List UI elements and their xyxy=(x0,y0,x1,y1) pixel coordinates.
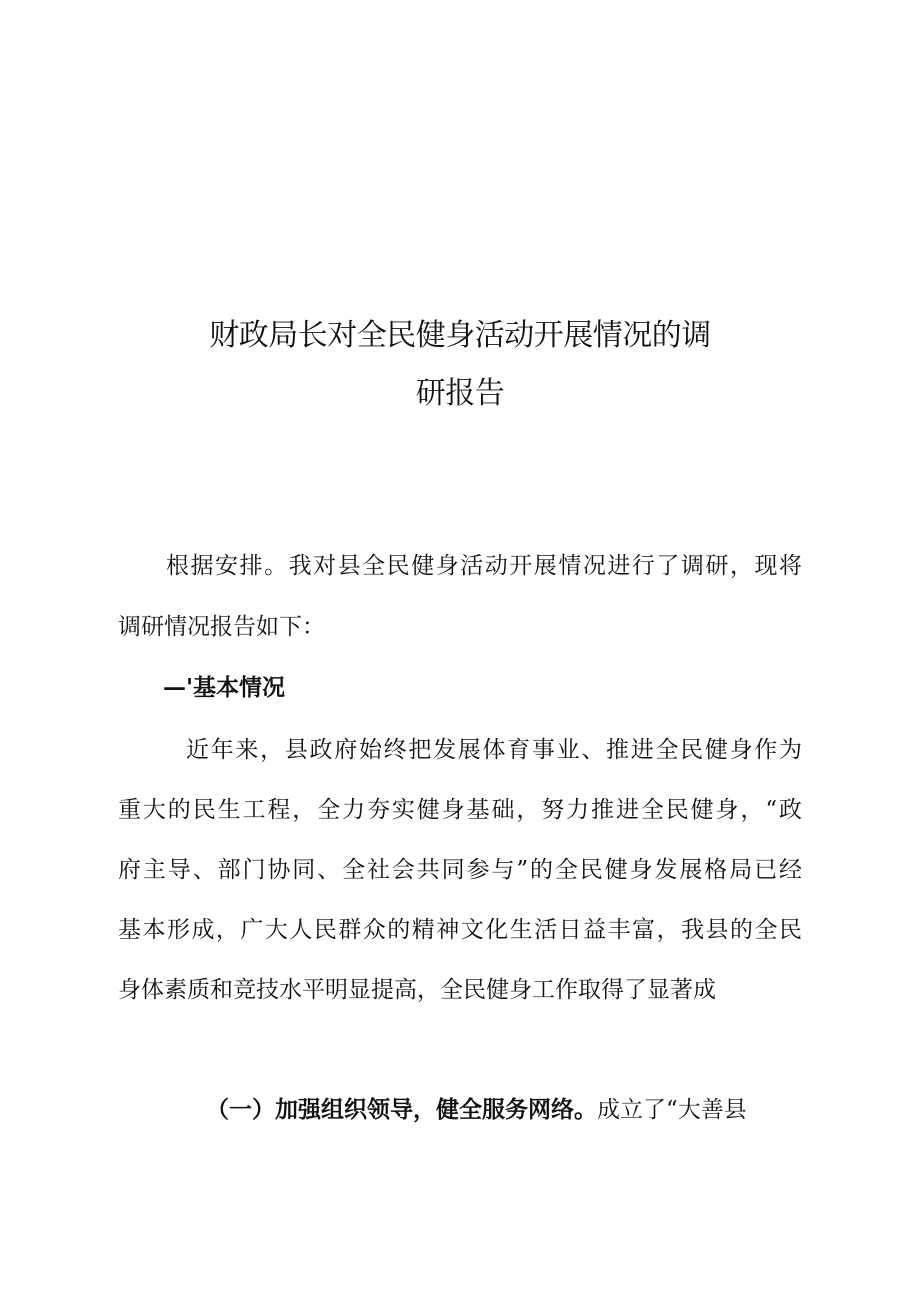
subsection-text: 成立了“大善县 xyxy=(597,1097,747,1123)
body-paragraph-line-4: 基本形成，广大人民群众的精神文化生活日益丰富，我县的全民 xyxy=(118,917,802,943)
body-paragraph-line-5: 身体素质和竞技水平明显提高，全民健身工作取得了显著成 xyxy=(118,977,716,1003)
subsection-heading: （一）加强组织领导，健全服务网络。 xyxy=(206,1096,597,1123)
body-paragraph-line-1: 近年来，县政府始终把发展体育事业、推进全民健身作为 xyxy=(186,737,802,763)
body-paragraph-line-3: 府主导、部门协同、全社会共同参与”的全民健身发展格局已经 xyxy=(118,857,802,883)
intro-paragraph-line-2: 调研情况报告如下： xyxy=(118,614,325,640)
document-title-line-2: 研报告 xyxy=(415,376,505,411)
subsection-paragraph-line-1 xyxy=(206,1091,747,1124)
document-title-line-1: 财政局长对全民健身活动开展情况的调 xyxy=(209,318,711,353)
section-heading-basic-situation: —'基本情况 xyxy=(163,674,286,701)
intro-paragraph-line-1: 根据安排。我对县全民健身活动开展情况进行了调研，现将 xyxy=(166,553,802,579)
body-paragraph-line-2: 重大的民生工程，全力夯实健身基础，努力推进全民健身，“政 xyxy=(118,797,802,823)
